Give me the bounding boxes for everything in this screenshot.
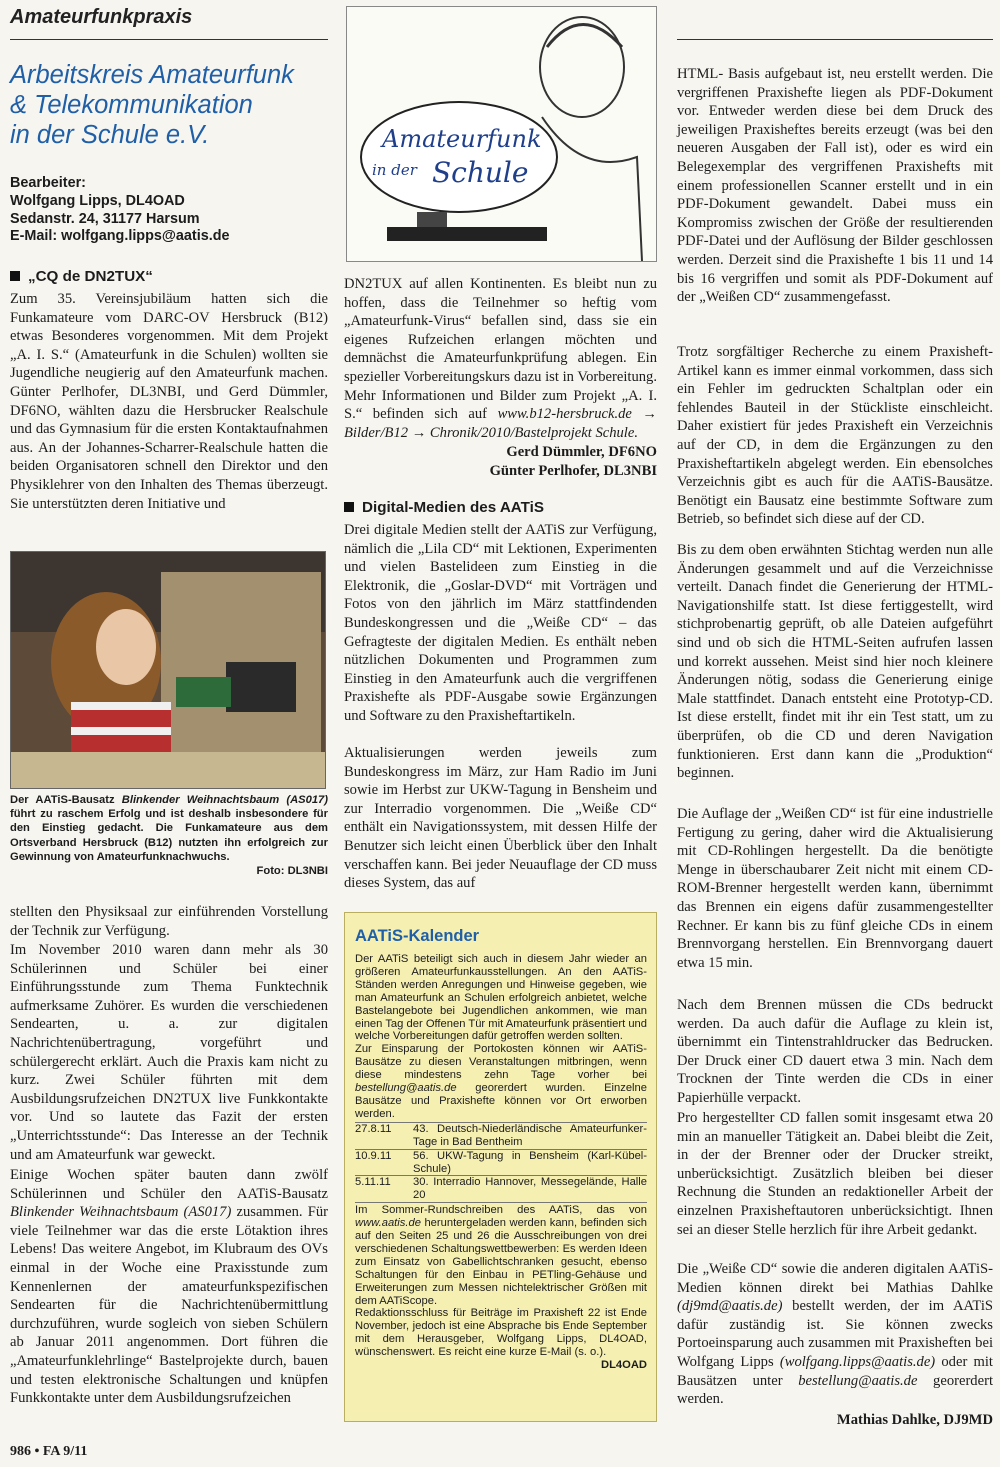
- article-paragraph: Einige Wochen später bauten dann zwölf Schülerinnen und Schüler den AATiS-Bausatz Blinkender Weihnachtsbaum (AS017) zusammen. Für viele Teilnehmer war das die erste Lötaktion ihres Lebens! Das weitere Angebot, im Klubraum des OVs einmal in der Woche eine Praxisstunde zum Kennenlernen der amateurfunkspezifischen Sendearten für die Nachrichtenübermittlung durchzuführen, wurde sogleich von sieben Schülern ab Januar 2011 angenommen. Dort führen die „Amateurfunklehrlinge“ Bastelprojekte durch, bauen und testen elektronische Schaltungen und knüpfen Funkkontakte unter dem Ausbildungsrufzeichen: [10, 1167, 328, 1407]
- event-row: 10.9.11 56. UKW-Tagung in Bensheim (Karl-Kübel-Schule): [355, 1149, 647, 1175]
- article-paragraph: Aktualisierungen werden jeweils zum Bundeskongress im März, zur Ham Radio im Juni sowie im Herbst zur UKW-Tagung in Bensheim und zur Interradio vorgenommen. Die „Weiße CD“ enthält ein Navigationssystem, mit dessen Hilfe der Benutzer sich leicht einen Überblick über den Inhalt verschaffen kann. Bei jeder Neuauflage der CD muss dieses System, das auf: [344, 745, 657, 892]
- calendar-title: AATiS-Kalender: [355, 927, 480, 945]
- article-paragraph: Pro hergestellter CD fallen somit insgesamt etwa 20 min an manueller Tätigkeit an. Dabei bleibt die Zeit, in der der Brenner oder der Drucker streikt, unberücksichtigt. Zusätzlich bleiben bei dieser Rechnung die Stunden an redaktioneller Arbeit der einzelnen Praxisheftautoren unberücksichtigt. Ihnen sei an dieser Stelle herzlich für ihre Arbeit gedankt.: [677, 1110, 993, 1238]
- event-row: 5.11.11 30. Interradio Hannover, Messegelände, Halle 20: [355, 1176, 647, 1202]
- article-paragraph: Im November 2010 waren dann mehr als 30 Schülerinnen und Schüler bei einer Einführungsstunde zum Thema Funktechnik aufmerksame Zuhörer. Es wurden die verschiedenen Sendearten, u. a. zur digitalen Nachrichtenübertragung, vorgeführt und schülergerecht erklärt. Auch die Praxis kam nicht zu kurz. Zwei Schüler führten mit dem Ausbildungsrufzeichen DN2TUX live Funkkontakte vor. Und so lautete das Fazit der ersten „Unterrichtsstunde“: Das Interesse an der Technik und am Amateurfunk war geweckt.: [10, 942, 328, 1163]
- section-title: Arbeitskreis Amateurfunk & Telekommunikation in der Schule e.V.: [10, 61, 294, 149]
- article-paragraph: HTML- Basis aufgebaut ist, neu erstellt werden. Die vergriffenen Praxishefte liegen als PDF-Dokument vor. Entweder werden diese bei dem Druck des jeweiligen Praxisheftes bereits erzeugt (was bei den neueren Ausgaben der Fall ist), oder es wird ein Belegexemplar des vergriffenen Praxishefts mit einem professionellen Scanner erstellt und in ein PDF-Dokument gewandelt. Dabei muss ein Kompromiss zwischen der Größe der resultierenden PDF-Datei und der Auflösung der Bilder geschlossen werden. Derzeit sind die Praxishefte 1 bis 11 und 14 bis 16 vergriffen und somit als PDF-Dokument auf der „Weißen CD“ zusammengefasst.: [677, 66, 993, 306]
- author-block: Bearbeiter: Wolfgang Lipps, DL4OAD Sedanstr. 24, 31177 Harsum E-Mail: wolfgang.lipps@aatis.de: [10, 175, 230, 245]
- article-paragraph: Nach dem Brennen müssen die CDs bedruckt werden. Da auch dafür die Auflage zu klein ist, übernimmt ein Tintenstrahldrucker das Bedrucken. Der Druck einer CD dauert etwa 3 min. Nach dem Trocknen der Tinte werden die CDs in einer Papierhülle verpackt.: [677, 997, 993, 1106]
- article-paragraph: stellten den Physiksaal zur einführenden Vorstellung der Technik zur Verfügung.: [10, 904, 328, 939]
- photo-credit: Foto: DL3NBI: [256, 865, 328, 878]
- calendar-text: Der AATiS beteiligt sich auch in diesem Jahr wieder an größeren Amateurfunkausstellungen. An den AATiS-Ständen werden Anregungen und Hinweise gegeben, wie man Amateurfunk an Schulen erfolgreich anbietet, welche Bastelangebote bei Jugendlichen ankommen, wie man einen Tag der Offenen Tür mit Amateurfunk präsentiert und welche Vorbereitungen dafür getroffen werden sollten. Zur Einsparung der Portokosten können wir AATiS-Bausätze zu diesen Veranstaltungen mitbringen, wenn diese mindestens zehn Tage vorher bei bestellung@aatis.de georerdert wurden. Einzelne Bausätze und Praxishefte können vor Ort erworben werden. 27.8.11 43. Deutsch-Niederländische Amateurfunker-Tage in Bad Bentheim 10.9.11 56. UKW-Tagung in Bensheim (Karl-Kübel-Schule) 5.11.11 30. Interradio Hannover, Messegelände, Halle 20 Im Sommer-Rundschreiben des AATiS, das von www.aatis.de heruntergeladen werden kann, befinden sich auf den Seiten 25 und 26 die Ausschreibungen von drei verschiedenen Schaltungswettbewerben: Es werden Ideen zum Einsatz von Gabellichtschranken gesucht, ebenso Schaltungen für den Einbau in PETling-Gehäuse und Erweiterungen zum Messen nichtelektrischer Größen mit dem AATiScope. Redaktionsschluss für Beiträge im Praxisheft 22 ist Ende November, jedoch ist eine Absprache bis Ende September mit dem Herausgeber, Wolfgang Lipps, DL4OAD, wünschenswert. Es reicht eine kurze E-Mail (s. o.). DL4OAD: [355, 953, 647, 1372]
- bullet-square-icon: [344, 502, 354, 512]
- article-paragraph: Drei digitale Medien stellt der AATiS zur Verfügung, nämlich die „Lila CD“ mit Lektionen, Experimenten und vielen Bastelideen zum Einstieg in die Elektronik, die „Goslar-DVD“ mit Vorträgen und Fotos von den jährlich im März stattfindenden Bundeskongressen und die „Weiße CD“ – das Gefragteste der digitalen Medien. Es enthält neben nützlichen Dokumenten und Programmen zum Einstieg in den Amateurfunk auch die vergriffenen Praxishefte als PDF-Ausgabe sowie Ergänzungen und Software zu den Praxisheftartikeln.: [344, 522, 657, 724]
- photo-student-soldering: [10, 551, 326, 789]
- logo-line-3: Schule: [432, 156, 529, 189]
- calendar-signature: DL4OAD: [601, 1359, 647, 1372]
- signature: Mathias Dahlke, DJ9MD: [836, 1412, 993, 1428]
- bullet-square-icon: [10, 271, 20, 281]
- event-row: 27.8.11 43. Deutsch-Niederländische Amateurfunker-Tage in Bad Bentheim: [355, 1122, 647, 1148]
- article-paragraph: Trotz sorgfältiger Recherche zu einem Praxisheft-Artikel kann es immer einmal vorkommen, dass sich ein Fehler im gedruckten Schaltplan oder ein fehlendes Bauteil in der Stückliste einschleicht. Daher existiert für jedes Praxisheft ein Verzeichnis auf der CD, in dem die Ergänzungen zu den Praxisheftartikeln abgelegt werden. Ein ebensolches Verzeichnis gibt es auch für die AATiS-Bausätze. Benötigt ein Bausatz eine bestimmte Software zum Betrieb, so befindet sich diese auf der CD.: [677, 344, 993, 528]
- logo-line-1: Amateurfunk: [382, 125, 542, 153]
- article-paragraph: Zum 35. Vereinsjubiläum hatten sich die Funkamateure vom DARC-OV Hersbruck (B12) etwas Besonderes vorgenommen. Mit dem Projekt „A. I. S.“ (Amateurfunk in die Schulen) wollten sie Jugendliche neugierig auf den Amateurfunk machen. Günter Perlhofer, DL3NBI, und Gerd Dümmler, DF6NO, wählten dazu die Hersbrucker Realschule und das Gymnasium für die ersten Kontaktaufnahmen aus. An der Johannes-Scharrer-Realschule hatten die beiden Organisatoren schnell den Direktor und den Physiklehrer von den Inhalten des Themas überzeugt. Sie unterstützten deren Initiative und: [10, 291, 328, 512]
- header-rule-right: [677, 39, 993, 40]
- header-rule: [10, 39, 328, 40]
- logo-amateurfunk-in-der-schule: [346, 6, 657, 262]
- article-paragraph: Die „Weiße CD“ sowie die anderen digitalen AATiS-Medien können direkt bei Mathias Dahlke (dj9md@aatis.de) bestellt werden, der im AATiS dafür zuständig ist. Sie können zwecks Portoeinsparung auch zusammen mit Praxisheften bei Wolfgang Lipps (wolfgang.lipps@aatis.de) oder mit Bausätzen unter bestellung@aatis.de georerdert werden.: [677, 1261, 993, 1408]
- signature: Günter Perlhofer, DL3NBI: [489, 463, 657, 479]
- article-heading-cq: „CQ de DN2TUX“: [10, 267, 153, 286]
- event-table: [355, 1122, 647, 1203]
- article-paragraph: DN2TUX auf allen Kontinenten. Es bleibt nun zu hoffen, dass die Teilnehmer so heftig vom „Amateurfunk-Virus“ befallen sind, dass sie ein eigenes Rufzeichen erlangen möchten und demnächst die Amateurfunkprüfung ablegen. Ein spezieller Vorbereitungskurs dazu ist in Vorbereitung. Mehr Informationen und Bilder zum Projekt „A. I. S.“ befinden sich auf www.b12-hersbruck.de → Bilder/B12 → Chronik/2010/Bastelprojekt Schule.: [344, 276, 657, 441]
- article-paragraph: Die Auflage der „Weißen CD“ ist für eine industrielle Fertigung zu gering, daher wird die Aktualisierung mit CD-Rohlingen hergestellt. Da die benötigte Menge in überschaubarer Zeit nicht mit einem CD-ROM-Brenner hergestellt werden kann, übernimmt das Brennen ein eigens dafür zusammengestellter Rechner. Er kann bis zu fünf gleiche CDs in einem Brennvorgang herstellen. Ein Brennvorgang dauert etwa 15 min.: [677, 806, 993, 971]
- signature: Gerd Dümmler, DF6NO: [506, 444, 657, 460]
- article-heading-digital: Digital-Medien des AATiS: [344, 498, 544, 517]
- calendar-box: [344, 912, 657, 1422]
- logo-line-2: in der: [372, 161, 417, 179]
- rubric-heading: Amateurfunkpraxis: [10, 6, 193, 28]
- article-paragraph: Bis zu dem oben erwähnten Stichtag werden nun alle Änderungen gesammelt und auf die Verzeichnisse verteilt. Danach findet die Generierung der HTML-Navigationshilfe statt. Ist diese fertiggestellt, wird stichprobenartig geprüft, ob alle Dateien aufgeführt sind und ob sich die HTML-Seiten aufrufen lassen und korrekt aussehen. Meist sind hier noch kleinere Änderungen nötig, sodass die Generierung einige Male stattfindet. Danach entsteht eine Prototyp-CD. Ist diese erstellt, findet mit ihr ein Test statt, um zu überprüfen, ob die CD und deren Navigation funktionieren. Erst dann kann die „Produktion“ beginnen.: [677, 542, 993, 782]
- photo-caption: Der AATiS-Bausatz Blinkender Weihnachtsbaum (AS017) führt zu raschem Erfolg und ist deshalb insbesondere für den Einstieg gedacht. Die Funkamateure aus dem Ortsverband Hersbruck (B12) nutzten ihn erfolgreich zur Gewinnung von Amateurfunknachwuchs. Foto: DL3NBI: [10, 794, 328, 878]
- page-footer: 986 • FA 9/11: [10, 1444, 88, 1459]
